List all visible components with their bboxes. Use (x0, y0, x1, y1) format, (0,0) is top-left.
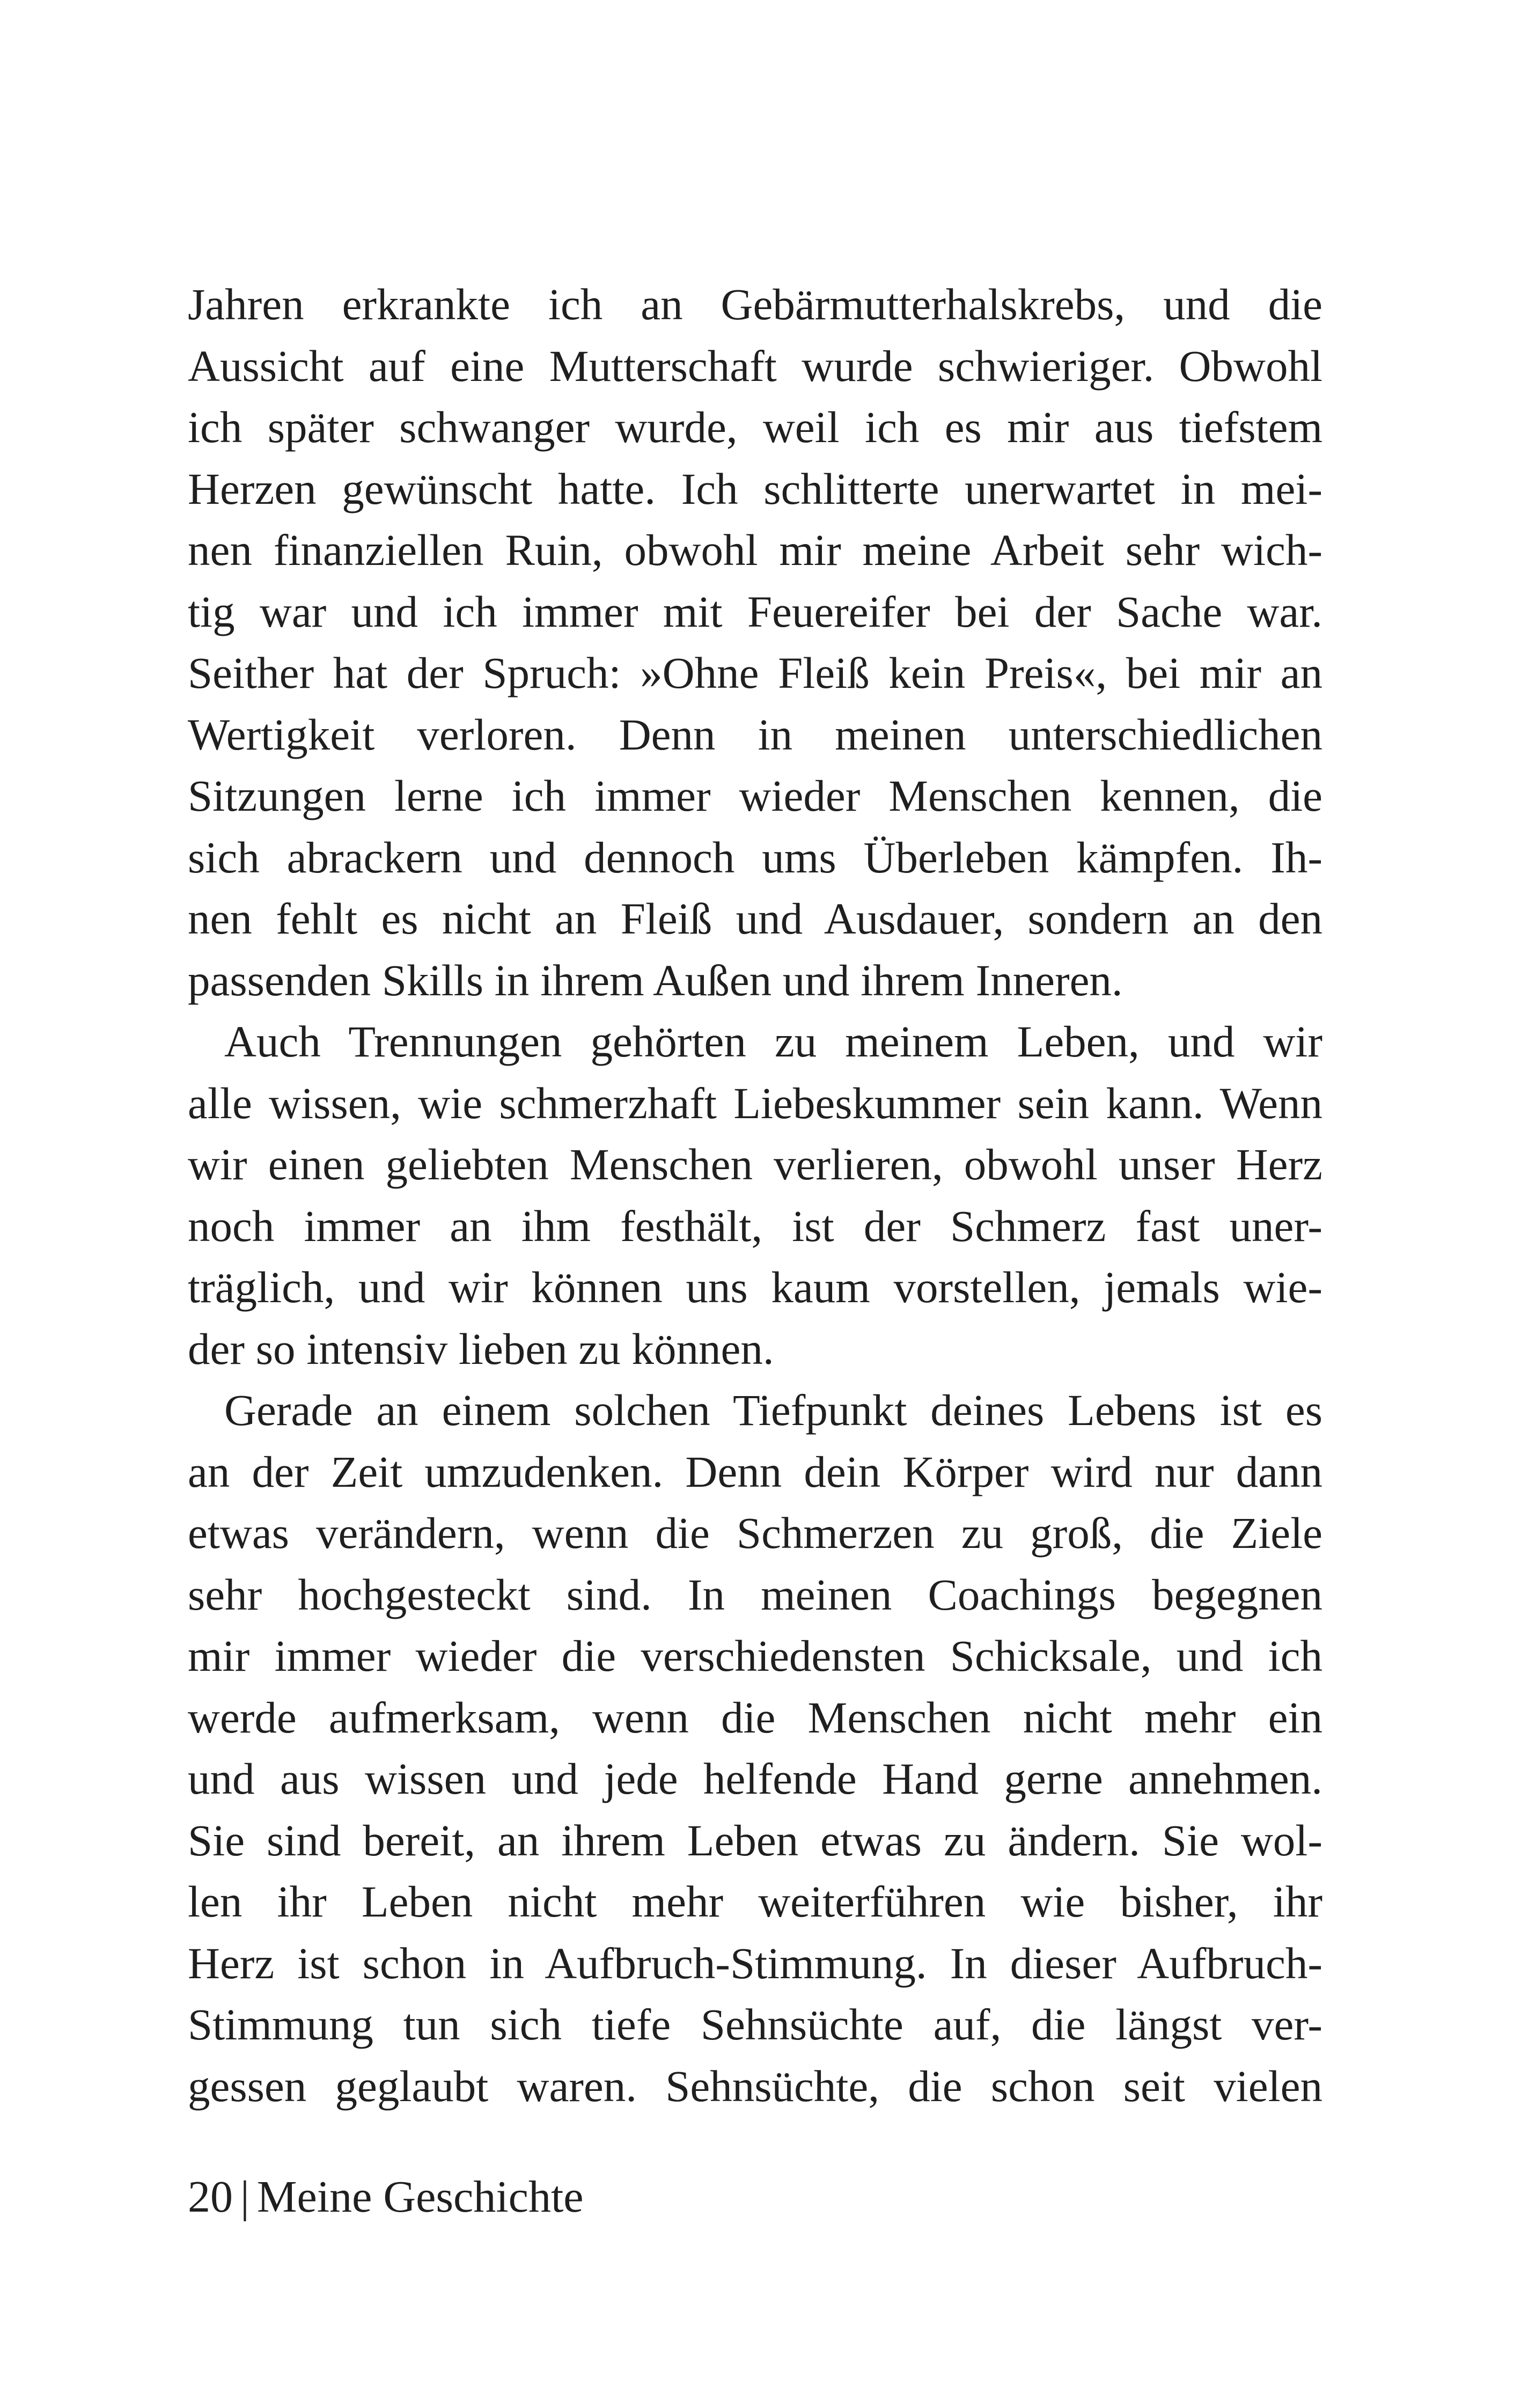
paragraph-end-line: der so intensiv lieben zu können. (188, 1324, 774, 1374)
text-line: und aus wissen und jede helfende Hand gerne annehmen. (188, 1754, 1322, 1803)
text-line: Seither hat der Spruch: »Ohne Fleiß kein Preis«, bei mir an (188, 648, 1322, 698)
text-line: Wertigkeit verloren. Denn in meinen unterschiedlichen (188, 709, 1322, 759)
text-line: nen fehlt es nicht an Fleiß und Ausdauer, sondern an den (188, 894, 1322, 943)
text-line: len ihr Leben nicht mehr weiterführen wie bisher, ihr (188, 1877, 1322, 1926)
text-line: träglich, und wir können uns kaum vorstellen, jemals wie- (188, 1262, 1322, 1312)
chapter-title: Meine Geschichte (256, 2172, 584, 2222)
text-line: ich später schwanger wurde, weil ich es mir aus tiefstem (188, 402, 1322, 452)
text-line: tig war und ich immer mit Feuereifer bei der Sache war. (188, 586, 1322, 636)
text-line: Sie sind bereit, an ihrem Leben etwas zu ändern. Sie wol- (188, 1815, 1322, 1865)
paragraph-end-line: passenden Skills in ihrem Außen und ihrem Inneren. (188, 955, 1123, 1005)
text-line: werde aufmerksam, wenn die Menschen nicht mehr ein (188, 1692, 1322, 1742)
text-line: wir einen geliebten Menschen verlieren, obwohl unser Herz (188, 1140, 1322, 1189)
text-line: an der Zeit umzudenken. Denn dein Körper wird nur dann (188, 1447, 1322, 1496)
text-line: Herzen gewünscht hatte. Ich schlitterte unerwartet in mei- (188, 464, 1322, 513)
text-line: Herz ist schon in Aufbruch-Stimmung. In dieser Aufbruch- (188, 1938, 1322, 1988)
text-line: etwas verändern, wenn die Schmerzen zu groß, die Ziele (188, 1508, 1322, 1558)
text-line: gessen geglaubt waren. Sehnsüchte, die schon seit vielen (188, 2061, 1322, 2111)
text-line: Aussicht auf eine Mutterschaft wurde schwieriger. Obwohl (188, 341, 1322, 391)
page-number: 20 (188, 2172, 233, 2222)
footer-separator: | (240, 2172, 249, 2222)
text-line: Jahren erkrankte ich an Gebärmutterhalskrebs, und die (188, 280, 1322, 329)
text-line: Sitzungen lerne ich immer wieder Menschen kennen, die (188, 771, 1322, 820)
text-line: alle wissen, wie schmerzhaft Liebeskummer sein kann. Wenn (188, 1078, 1322, 1128)
page-footer (188, 2168, 584, 2227)
paragraph-start-line: Gerade an einem solchen Tiefpunkt deines Lebens ist es (224, 1385, 1322, 1435)
text-line: sich abrackern und dennoch ums Überleben kämpfen. Ih- (188, 832, 1322, 882)
text-line: noch immer an ihm festhält, ist der Schmerz fast uner- (188, 1201, 1322, 1251)
text-line: nen finanziellen Ruin, obwohl mir meine Arbeit sehr wich- (188, 525, 1322, 575)
body-text (188, 274, 1322, 2117)
text-line: mir immer wieder die verschiedensten Schicksale, und ich (188, 1631, 1322, 1680)
text-line: Stimmung tun sich tiefe Sehnsüchte auf, die längst ver- (188, 2000, 1322, 2049)
text-line: sehr hochgesteckt sind. In meinen Coachings begegnen (188, 1569, 1322, 1619)
paragraph-start-line: Auch Trennungen gehörten zu meinem Leben, und wir (224, 1017, 1322, 1066)
